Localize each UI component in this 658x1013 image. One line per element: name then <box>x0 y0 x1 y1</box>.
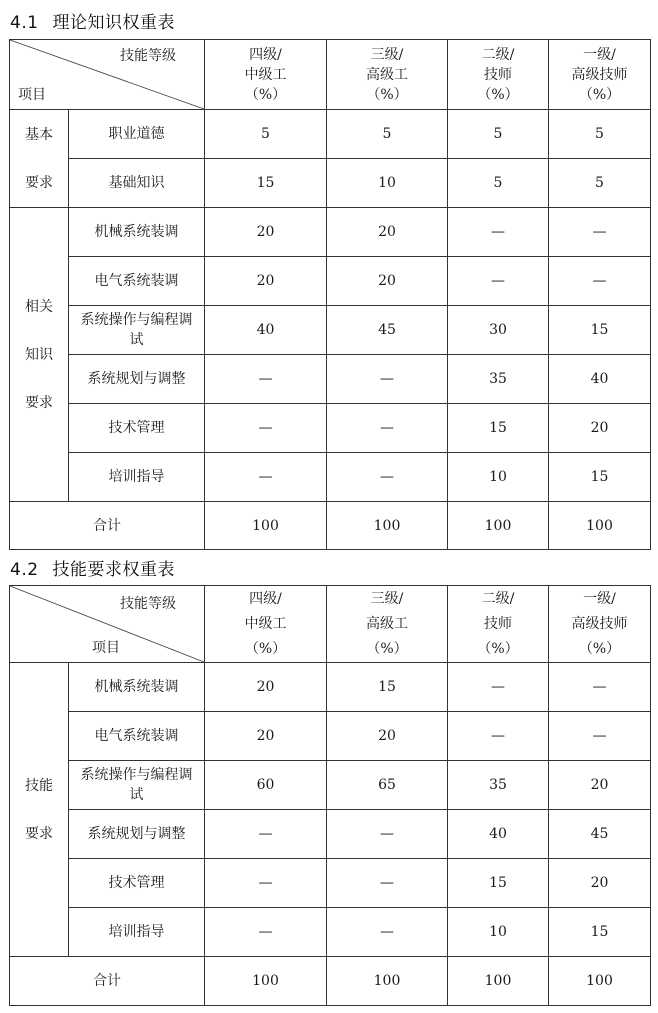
header-row <box>10 40 651 110</box>
cell-value: — <box>327 453 448 502</box>
total-row <box>10 502 651 550</box>
table-row <box>10 110 651 159</box>
table-row <box>10 159 651 208</box>
cell-value: 40 <box>448 810 549 859</box>
cell-value: 30 <box>448 306 549 355</box>
total-value: 100 <box>327 957 448 1006</box>
cell-value: — <box>327 355 448 404</box>
section-title-text: 技能要求权重表 <box>52 560 176 580</box>
cell-value: 10 <box>327 159 448 208</box>
cell-value: 45 <box>549 810 651 859</box>
cell-value: 15 <box>448 859 549 908</box>
table-row <box>10 908 651 957</box>
column-header-level4: 四级/ 中级工 （%） <box>205 40 327 110</box>
cell-value: 15 <box>549 306 651 355</box>
corner-header <box>10 40 205 110</box>
cell-value: — <box>205 404 327 453</box>
row-item: 系统操作与编程调试 <box>69 306 205 355</box>
total-value: 100 <box>205 502 327 550</box>
section-title-text: 理论知识权重表 <box>52 13 176 33</box>
cell-value: 20 <box>205 712 327 761</box>
total-value: 100 <box>205 957 327 1006</box>
cell-value: 5 <box>549 110 651 159</box>
cell-value: 20 <box>205 208 327 257</box>
cell-value: — <box>205 859 327 908</box>
row-item: 系统操作与编程调试 <box>69 761 205 810</box>
total-value: 100 <box>448 502 549 550</box>
cell-value: 15 <box>549 453 651 502</box>
total-value: 100 <box>549 502 651 550</box>
cell-value: 20 <box>549 859 651 908</box>
corner-top-label: 技能等级 <box>120 596 176 612</box>
cell-value: 20 <box>205 663 327 712</box>
cell-value: 40 <box>549 355 651 404</box>
table-row <box>10 404 651 453</box>
total-row <box>10 957 651 1006</box>
table-row <box>10 453 651 502</box>
cell-value: — <box>448 712 549 761</box>
cell-value: — <box>549 208 651 257</box>
section-number: 4.1 <box>10 13 39 33</box>
cell-value: — <box>448 208 549 257</box>
cell-value: 20 <box>205 257 327 306</box>
table-row <box>10 306 651 355</box>
cell-value: 40 <box>205 306 327 355</box>
cell-value: — <box>327 810 448 859</box>
cell-value: 10 <box>448 453 549 502</box>
cell-value: 5 <box>205 110 327 159</box>
section-number: 4.2 <box>10 560 39 580</box>
cell-value: 15 <box>205 159 327 208</box>
cell-value: — <box>549 712 651 761</box>
header-row <box>10 586 651 663</box>
cell-value: — <box>327 908 448 957</box>
cell-value: 45 <box>327 306 448 355</box>
cell-value: — <box>327 859 448 908</box>
row-item: 系统规划与调整 <box>69 355 205 404</box>
table-row <box>10 761 651 810</box>
cell-value: 20 <box>327 712 448 761</box>
cell-value: 10 <box>448 908 549 957</box>
row-item: 职业道德 <box>69 110 205 159</box>
row-item: 电气系统装调 <box>69 257 205 306</box>
column-header-level3: 三级/ 高级工 （%） <box>327 586 448 663</box>
cell-value: 35 <box>448 355 549 404</box>
corner-bottom-label: 项目 <box>92 640 120 656</box>
row-item: 技术管理 <box>69 404 205 453</box>
row-item: 技术管理 <box>69 859 205 908</box>
cell-value: 20 <box>549 404 651 453</box>
table-row <box>10 859 651 908</box>
cell-value: — <box>448 663 549 712</box>
table-row <box>10 257 651 306</box>
row-item: 培训指导 <box>69 908 205 957</box>
table-row <box>10 712 651 761</box>
row-item: 培训指导 <box>69 453 205 502</box>
cell-value: 20 <box>549 761 651 810</box>
table-row <box>10 663 651 712</box>
corner-top-label: 技能等级 <box>120 48 176 64</box>
row-item: 机械系统装调 <box>69 208 205 257</box>
cell-value: 20 <box>327 208 448 257</box>
cell-value: 35 <box>448 761 549 810</box>
group-label-related-knowledge: 相关 知识 要求 <box>10 208 69 502</box>
group-label-basic: 基本 要求 <box>10 110 69 208</box>
skill-weight-table <box>9 585 651 1006</box>
cell-value: — <box>549 663 651 712</box>
cell-value: — <box>205 810 327 859</box>
section-title-4-1 <box>10 8 175 33</box>
cell-value: 15 <box>549 908 651 957</box>
total-value: 100 <box>448 957 549 1006</box>
row-item: 系统规划与调整 <box>69 810 205 859</box>
column-header-level1: 一级/ 高级技师 （%） <box>549 40 651 110</box>
table-row <box>10 208 651 257</box>
row-item: 机械系统装调 <box>69 663 205 712</box>
cell-value: — <box>327 404 448 453</box>
total-value: 100 <box>327 502 448 550</box>
column-header-level3: 三级/ 高级工 （%） <box>327 40 448 110</box>
column-header-level2: 二级/ 技师 （%） <box>448 586 549 663</box>
table-row <box>10 355 651 404</box>
cell-value: 15 <box>448 404 549 453</box>
cell-value: 5 <box>448 159 549 208</box>
cell-value: — <box>448 257 549 306</box>
table-row <box>10 810 651 859</box>
cell-value: — <box>205 453 327 502</box>
cell-value: 5 <box>549 159 651 208</box>
corner-bottom-label: 项目 <box>18 87 46 103</box>
cell-value: 5 <box>327 110 448 159</box>
cell-value: 15 <box>327 663 448 712</box>
cell-value: 65 <box>327 761 448 810</box>
group-label-skill-requirements: 技能 要求 <box>10 663 69 957</box>
theory-weight-table <box>9 39 651 550</box>
row-item: 电气系统装调 <box>69 712 205 761</box>
column-header-level1: 一级/ 高级技师 （%） <box>549 586 651 663</box>
cell-value: 20 <box>327 257 448 306</box>
column-header-level2: 二级/ 技师 （%） <box>448 40 549 110</box>
total-value: 100 <box>549 957 651 1006</box>
cell-value: 60 <box>205 761 327 810</box>
section-title-4-2 <box>10 555 175 580</box>
cell-value: — <box>549 257 651 306</box>
cell-value: 5 <box>448 110 549 159</box>
corner-header <box>10 586 205 663</box>
cell-value: — <box>205 908 327 957</box>
total-label: 合计 <box>10 957 205 1006</box>
column-header-level4: 四级/ 中级工 （%） <box>205 586 327 663</box>
total-label: 合计 <box>10 502 205 550</box>
row-item: 基础知识 <box>69 159 205 208</box>
cell-value: — <box>205 355 327 404</box>
